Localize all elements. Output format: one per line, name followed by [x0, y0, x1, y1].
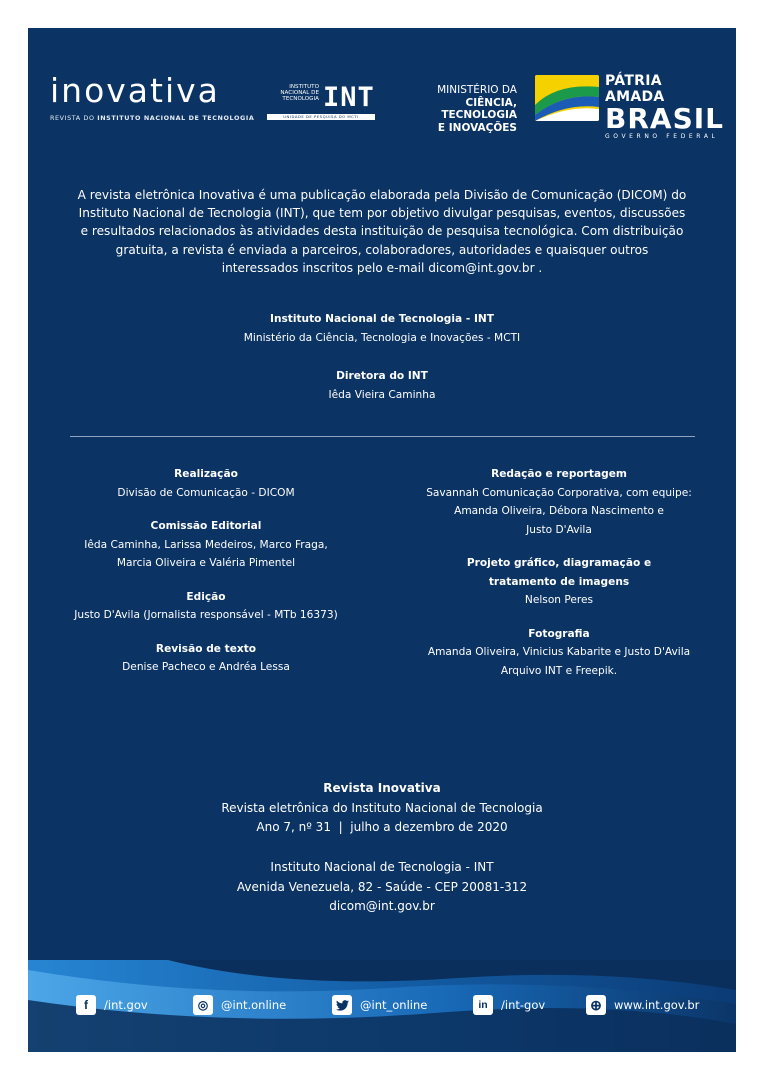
institution-title: Instituto Nacional de Tecnologia - INT — [270, 313, 494, 325]
magazine-title: Revista Inovativa — [323, 781, 441, 795]
credit-comissao-editorial: Comissão Editorial Iêda Caminha, Larissa Medeiros, Marco Fraga, Marcia Oliveira e Valéria Pimentel — [84, 520, 328, 569]
director-name: Iêda Vieira Caminha — [328, 389, 436, 401]
int-logo-bar: UNIDADE DE PESQUISA DO MCTI — [267, 114, 375, 120]
facebook-icon: f — [76, 995, 96, 1015]
patria-amada-text: PÁTRIA AMADA — [605, 73, 665, 105]
social-label: @int.online — [221, 998, 287, 1012]
social-instagram[interactable] — [193, 994, 286, 1016]
director-title: Diretora do INT — [336, 370, 428, 382]
social-label: www.int.gov.br — [614, 998, 700, 1012]
social-label: /int-gov — [501, 998, 546, 1012]
magazine-info — [28, 779, 736, 838]
int-logo-letters: INT — [323, 82, 375, 113]
institution-block — [28, 310, 736, 348]
credit-redacao: Redação e reportagem Savannah Comunicação Corporativa, com equipe: Amanda Oliveira, Débora Nascimento e Justo D'Avila — [426, 468, 692, 536]
back-cover-page — [28, 28, 736, 1052]
magazine-issue: Ano 7, nº 31 | julho a dezembro de 2020 — [256, 820, 508, 834]
twitter-icon — [332, 995, 352, 1015]
social-label: /int.gov — [104, 998, 148, 1012]
director-block — [28, 367, 736, 405]
section-divider — [70, 436, 695, 437]
social-twitter[interactable] — [332, 994, 427, 1016]
contact-info — [28, 858, 736, 917]
governo-federal-logo — [535, 73, 724, 140]
linkedin-icon: in — [473, 995, 493, 1015]
credits-right-column — [409, 465, 709, 695]
contact-email[interactable]: dicom@int.gov.br — [329, 899, 435, 913]
instagram-icon: ◎ — [193, 995, 213, 1015]
social-linkedin[interactable] — [473, 994, 545, 1016]
inovativa-logo — [50, 71, 255, 122]
intro-paragraph: A revista eletrônica Inovativa é uma publicação elaborada pela Divisão de Comunicação (DICOM) do Instituto Nacional de Tecnologia (INT), que tem por objetivo divulgar pesquisas, eventos, discussões e resultados relacionados às atividades desta instituição de pesquisa tecnológica. Com distribuição gratuita, a revista é enviada a parceiros, colaboradores, autoridades e quaisquer outros interessados inscritos pelo e-mail dicom@int.gov.br . — [77, 188, 687, 275]
contact-org: Instituto Nacional de Tecnologia - INT — [270, 860, 494, 874]
social-links — [28, 994, 736, 1018]
mcti-logo: MINISTÉRIO DA CIÊNCIA, TECNOLOGIA E INOVAÇÕES — [437, 84, 517, 134]
int-logo-small-text: INSTITUTO NACIONAL DE TECNOLOGIA — [280, 84, 319, 103]
credit-edicao: Edição Justo D'Avila (Jornalista responsável - MTb 16373) — [74, 590, 338, 621]
credits-left-column — [56, 465, 356, 692]
credit-realizacao: Realização Divisão de Comunicação - DICOM — [117, 468, 295, 499]
social-facebook[interactable] — [76, 994, 148, 1016]
brasil-flag-icon — [535, 75, 599, 121]
magazine-subtitle: Revista eletrônica do Instituto Nacional de Tecnologia — [221, 800, 543, 815]
credit-projeto-grafico: Projeto gráfico, diagramação e tratamento de imagens Nelson Peres — [466, 557, 652, 606]
globe-icon: ⊕ — [586, 995, 606, 1015]
social-label: @int_online — [360, 998, 428, 1012]
social-website[interactable] — [586, 994, 699, 1016]
credit-fotografia: Fotografia Amanda Oliveira, Vinicius Kabarite e Justo D'Avila Arquivo INT e Freepik. — [427, 627, 691, 677]
institution-subtitle: Ministério da Ciência, Tecnologia e Inovações - MCTI — [243, 332, 521, 344]
governo-federal-text: GOVERNO FEDERAL — [605, 133, 719, 140]
contact-address: Avenida Venezuela, 82 - Saúde - CEP 20081-312 — [236, 879, 528, 894]
inovativa-tagline: REVISTA DO INSTITUTO NACIONAL DE TECNOLOGIA — [50, 114, 255, 122]
int-logo — [267, 84, 377, 124]
credit-revisao-texto: Revisão de texto Denise Pacheco e Andréa Lessa — [122, 642, 290, 673]
brasil-text: BRASIL — [605, 102, 724, 135]
inovativa-wordmark: inovativa — [50, 71, 220, 110]
